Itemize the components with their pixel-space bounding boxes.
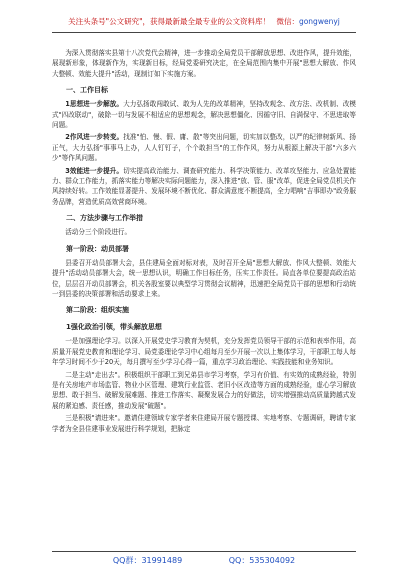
page-header <box>52 14 356 33</box>
goal-paragraph-2 <box>52 132 356 163</box>
page-footer <box>52 551 356 570</box>
wechat-label: 微信： <box>276 17 299 26</box>
stage-2-heading: 第二阶段：组织实施 <box>66 306 129 315</box>
measure-paragraph-1: 一是加强理论学习。以深入开展党史学习教育为契机，充分发挥党员领导干部的示范和表率作用，高质量开展党史教育和理论学习、局党委理论学习中心组每月至少开展一次以上集体学习，干部职工每人每年学习时间不少于20天，每月撰写至少学习心得一篇，重点学习政治理论、实践技能和业务知识。 <box>52 337 356 367</box>
goal-paragraph-3 <box>52 166 356 208</box>
stage-2-subheading-1: 1强化政治引领，带头解放思想 <box>66 323 162 332</box>
measure-paragraph-2: 二是主动"走出去"。积极组织干部职工到兄弟县市学习考察，学习有价值、有实效的成熟经验，特别是有关房地产市场监管、物业小区管理、建筑行业监管、老旧小区改造等方面的成熟经验，虚心学习解放思想、敢于担当、破解发展难题、推进工作落实、凝聚发展合力的好做法，切实增强推动高质量跨越式发展的紧迫感、责任感，推动发展"破题"。 <box>52 370 356 410</box>
section-heading-goals: 一、工作目标 <box>66 86 108 95</box>
goal-lead-1: 1思想进一步解放。 <box>65 100 124 109</box>
wechat-value: gongwenyj <box>298 17 340 26</box>
measure-paragraph-3: 三是积极"请进来"。邀请住建领域专家学者来住建局开展专题授课、实地考察、专题调研，聘请专家学者为全县住建事业发展进行科学规划，把脉定 <box>52 414 356 433</box>
header-ad-text: 关注头条号"公文研究"，获得最新最全最专业的公文资料库！ <box>68 17 271 26</box>
stage-1-text: 县委召开动员部署大会，县住建局全面对标对表，及时召开全局"思想大解放、作风大整顿、效能大提升"活动动员部署大会，统一思想认识，明确工作目标任务，压实工作责任。局直各单位要提高政治站位，层层召开动员部署会，机关各股室要以典型学习贯彻会议精神，迅速把全局党员干部的思想和行动统一到县委的决策部署和活动要求上来。 <box>52 258 356 298</box>
section-heading-methods: 二、方法步骤与工作举措 <box>66 214 143 223</box>
footer-qq-group: QQ群：31991489 <box>112 556 183 565</box>
footer-qq: QQ：535304092 <box>228 556 296 565</box>
goal-lead-3: 3效能进一步提升。 <box>65 166 124 175</box>
stages-intro: 活动分三个阶段进行。 <box>65 228 132 237</box>
goal-lead-2: 2作风进一步转变。 <box>65 133 124 142</box>
stage-1-heading: 第一阶段：动员部署 <box>66 244 129 253</box>
goal-text-1: 大力弘扬敢闯敢试、敢为人先的改革精神，坚持改观念、改方法、改机制、改模式"四改联动"，破除一切与发展不相适应的思想观念，解决思想僵化、因循守旧、自满保守、不思进取等问题。 <box>52 100 356 130</box>
header-wechat <box>276 17 339 26</box>
goal-text-3: 切实提高政治能力、调查研究能力、科学决策能力、改革攻坚能力、应急处置能力、群众工作能力，抓落实能力等解决实际问题能力，深入推进"放、管、服"改革，促进全局党员机关作风持续好转。工作效能显著提升、发展环境不断优化、群众满意度不断提高，全力唱响"吉事即办"政务服务品牌，营造优质高效营商环境。 <box>52 166 356 206</box>
document-body <box>52 48 356 546</box>
intro-paragraph: 为深入贯彻落实县第十八次党代会精神，进一步推动全局党员干部解放思想、改进作风，提升效能，展现新形象，体现新作为，实现新目标，经局党委研究决定，在全局范围内集中开展"思想大解放、作风大整顿、效能大提升"活动，现制订如下实施方案。 <box>52 49 356 78</box>
goal-text-2: 找准"怕、慢、假、庸、散"等突出问题，切实加以整改，以严的纪律树新风、扬正气，大力弘扬"事事马上办，人人钉钉子，个个敢担当"的工作作风，努力从根源上解决干部"六多六少"等作风问题。 <box>52 133 356 163</box>
goal-paragraph-1 <box>52 99 356 130</box>
